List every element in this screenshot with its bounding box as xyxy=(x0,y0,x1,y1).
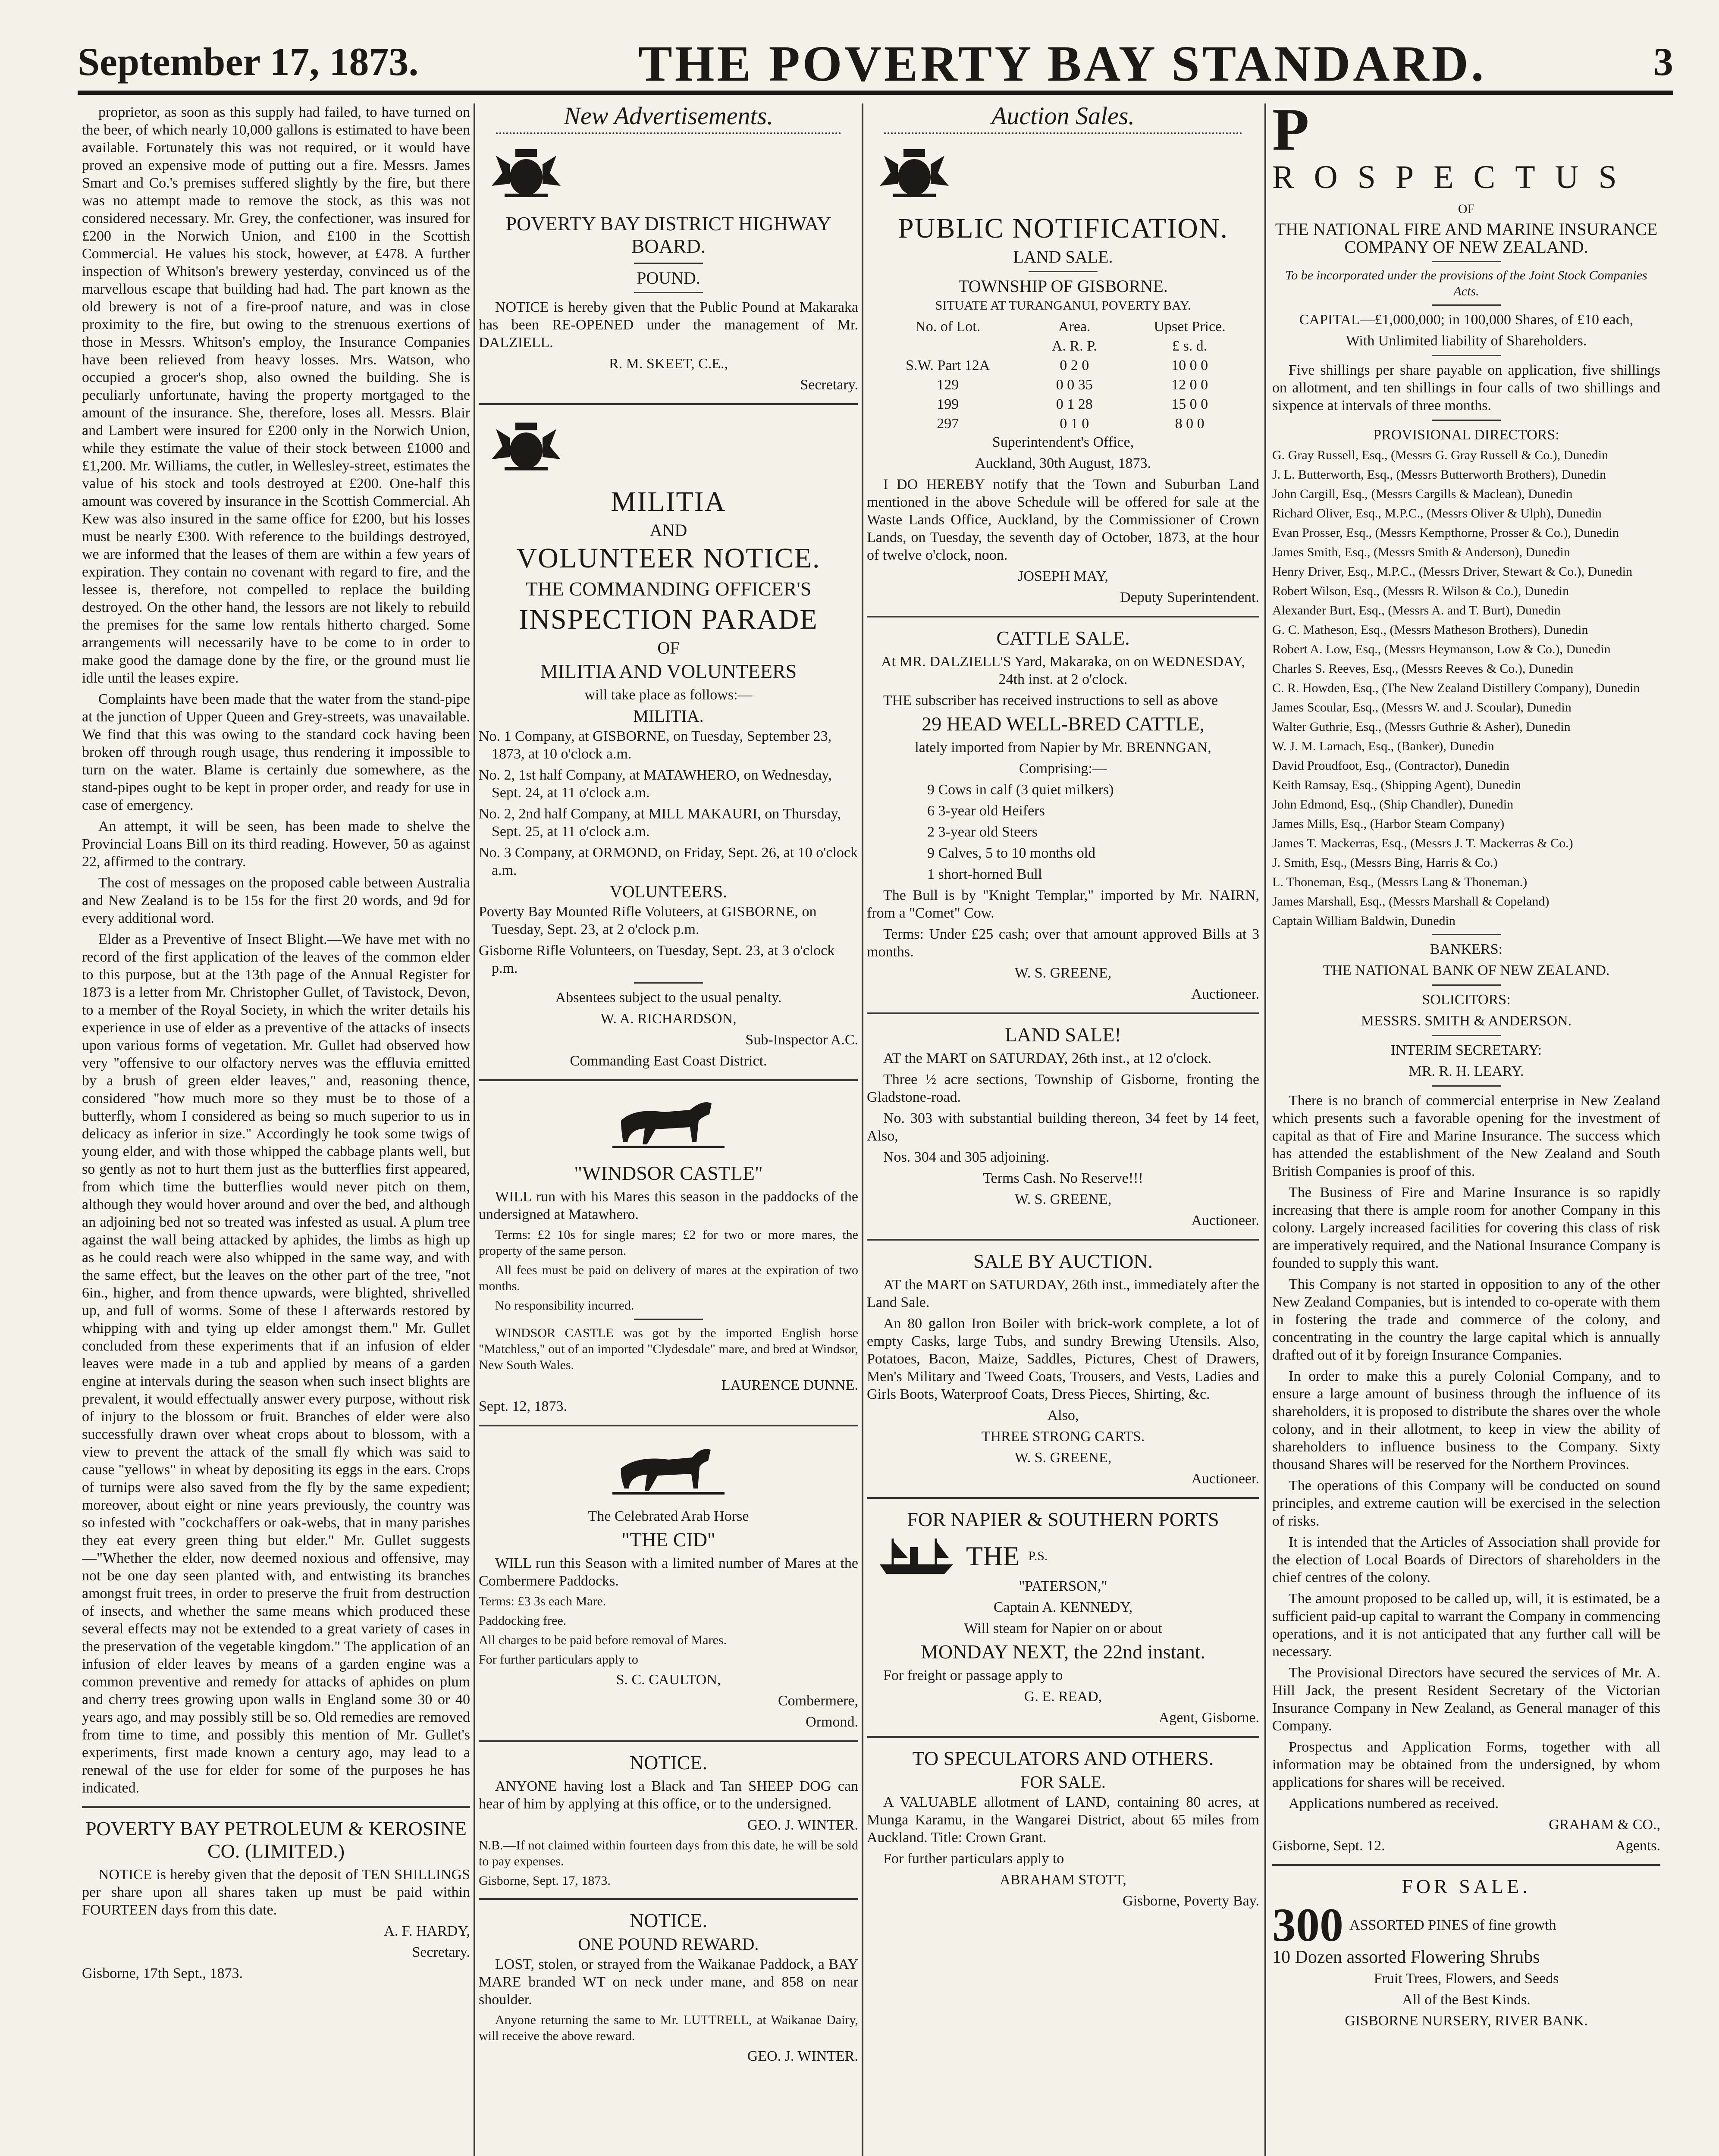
divider xyxy=(1432,355,1501,356)
table-cell: S.W. Part 12A xyxy=(906,357,990,373)
company-liability: With Unlimited liability of Shareholders. xyxy=(1346,333,1587,349)
director-entry: C. R. Howden, Esq., (The New Zealand Distillery Company), Dunedin xyxy=(1272,681,1640,695)
director-entry: Robert A. Low, Esq., (Messrs Heymanson, Low & Co.), Dunedin xyxy=(1272,642,1611,656)
news-paragraphs xyxy=(82,103,470,1797)
advert-body: NOTICE is hereby given that the deposit of TEN SHILLINGS per share upon all shares taken up must be paid within FOURTEEN days from this date. xyxy=(82,1867,470,1918)
company-incorp: To be incorporated under the provisions of the Joint Stock Companies Acts. xyxy=(1285,268,1647,298)
advert-signer: S. C. CAULTON, xyxy=(616,1672,721,1688)
bankers-heading: BANKERS: xyxy=(1430,941,1503,957)
page-number: 3 xyxy=(1653,40,1673,84)
notice-role: Deputy Superintendent. xyxy=(1120,589,1259,605)
advert-subtitle: POUND. xyxy=(637,268,700,288)
royal-crest-icon xyxy=(867,147,962,199)
divider xyxy=(479,1425,858,1426)
notice-command: Commanding East Coast District. xyxy=(570,1053,767,1069)
shipping-ps: P.S. xyxy=(1028,1548,1048,1563)
column-new-advertisements xyxy=(479,103,858,2156)
sale-role: Auctioneer. xyxy=(1191,986,1259,1002)
sale-role: Auctioneer. xyxy=(1191,1471,1259,1487)
pines-count: 300 xyxy=(1272,1899,1343,1951)
prospectus-paragraph: The Provisional Directors have secured the services of Mr. A. Hill Jack, the present Resident Secretary of the Victorian Insurance Company in New Zealand, as General manager of this Company. xyxy=(1272,1665,1660,1734)
advert-responsibility: No responsibility incurred. xyxy=(495,1298,634,1313)
forsale-title: FOR SALE. xyxy=(1402,1875,1531,1897)
prospectus-paragraph: There is no branch of commercial enterprise in New Zealand which presents such a favorable opening for the investment of capital as that of Fire and Marine Insurance. The success which has attended the establishment of the New Zealand and South British Companies is proof of this. xyxy=(1272,1093,1660,1179)
divider xyxy=(634,292,703,293)
column-rule xyxy=(862,103,863,2156)
divider xyxy=(1029,271,1098,272)
prospectus-place: Gisborne, Sept. 12. xyxy=(1272,1838,1385,1854)
notice-title-volunteer: VOLUNTEER NOTICE. xyxy=(516,542,821,574)
table-row xyxy=(867,356,1259,375)
notice-role: Sub-Inspector A.C. xyxy=(745,1032,858,1048)
sale-carts: THREE STRONG CARTS. xyxy=(981,1429,1145,1445)
divider xyxy=(479,1898,858,1900)
sale-title: SALE BY AUCTION. xyxy=(973,1250,1153,1272)
notice-township: TOWNSHIP OF GISBORNE. xyxy=(958,276,1168,296)
sale-nos: Nos. 304 and 305 adjoining. xyxy=(883,1149,1050,1165)
table-cell: 297 xyxy=(937,416,959,432)
director-entry: G. C. Matheson, Esq., (Messrs Matheson Brothers), Dunedin xyxy=(1272,623,1588,637)
col-header: Upset Price. xyxy=(1154,319,1226,335)
kinds-text: All of the Best Kinds. xyxy=(1402,1992,1531,2008)
shipping-the: THE xyxy=(966,1540,1020,1571)
royal-crest-icon xyxy=(479,420,574,472)
ship-when: MONDAY NEXT, the 22nd instant. xyxy=(920,1641,1206,1663)
prospectus-paragraph: The Business of Fire and Marine Insurance is so rapidly increasing that there is ample room for another Company in this colony. Largely increased facilities for covering this class of risk are imperatively required, and the National Insurance Company is founded to supply this want. xyxy=(1272,1185,1660,1271)
reward-notice xyxy=(479,1909,858,2065)
advert-body: A VALUABLE allotment of LAND, containing 80 acres, at Munga Karamu, in the Wangarei District, about 65 miles from Auckland. Title: Crown Grant. xyxy=(867,1794,1259,1846)
director-entry: James Marshall, Esq., (Messrs Marshall & Copeland) xyxy=(1272,894,1550,909)
column-auction-sales xyxy=(867,103,1259,2156)
director-entry: Alexander Burt, Esq., (Messrs A. and T. Burt), Dunedin xyxy=(1272,603,1561,617)
table-cell: 10 0 0 xyxy=(1171,357,1208,373)
prospectus-paragraph: This Company is not started in opposition to any of the other New Zealand Companies, but is intended to co-operate with them in fostering the trade and commerce of the colony, and concentrating in the country the large capital which is annually drafted out of it by foreign Insurance Companies. xyxy=(1272,1276,1660,1363)
table-cell: 129 xyxy=(937,377,959,393)
prospectus-dropcap: P xyxy=(1272,106,1309,163)
sale-terms: Terms Cash. No Reserve!!! xyxy=(983,1170,1143,1186)
notice-and: AND xyxy=(649,520,687,540)
director-entry: W. J. M. Larnach, Esq., (Banker), Dunedin xyxy=(1272,739,1494,753)
column-rule xyxy=(1264,103,1266,2156)
advert-signer: R. M. SKEET, C.E., xyxy=(609,356,728,372)
divider xyxy=(867,616,1259,617)
land-sale xyxy=(867,1024,1259,1229)
company-name: THE NATIONAL FIRE AND MARINE INSURANCE COMPANY OF NEW ZEALAND. xyxy=(1275,219,1658,257)
list-item: No. 1 Company, at GISBORNE, on Tuesday, September 23, 1873, at 10 o'clock a.m. xyxy=(479,728,832,762)
director-entry: Charles S. Reeves, Esq., (Messrs Reeves & Co.), Dunedin xyxy=(1272,661,1574,676)
notice-officer: THE COMMANDING OFFICER'S xyxy=(525,578,812,600)
notice-body: I DO HEREBY notify that the Town and Suburban Land mentioned in the above Schedule will be offered for sale at the Waste Lands Office, Auckland, by the Commissioner of Crown Lands, on Tuesday, the seventh day of October, 1873, at the hour of twelve o'clock, noon. xyxy=(867,476,1259,563)
horse-icon xyxy=(604,1091,733,1155)
table-row xyxy=(867,395,1259,414)
notice-parade: INSPECTION PARADE xyxy=(519,604,818,635)
director-entry: Captain William Baldwin, Dunedin xyxy=(1272,914,1456,928)
divider xyxy=(867,1012,1259,1014)
ship-freight: For freight or passage apply to xyxy=(883,1667,1063,1683)
director-entry: J. Smith, Esq., (Messrs Bing, Harris & Co.) xyxy=(1272,856,1498,870)
prospectus-signer: GRAHAM & CO., xyxy=(1549,1817,1660,1833)
cattle-list xyxy=(867,781,1259,883)
list-item: No. 2, 2nd half Company, at MILL MAKAURI, on Thursday, Sept. 25, at 11 o'clock a.m. xyxy=(479,806,841,840)
unit-cell: A. R. P. xyxy=(1051,338,1097,354)
divider xyxy=(867,1736,1259,1738)
advert-pedigree: WINDSOR CASTLE was got by the imported English horse "Matchless," out of an imported "Clydesdale" mare, and bred at Windsor, New South Wales. xyxy=(479,1326,858,1372)
notice-militia-label: MILITIA. xyxy=(633,706,704,726)
table-cell: 0 1 0 xyxy=(1060,416,1089,432)
sale-location: At MR. DALZIELL'S Yard, Makaraka, on on WEDNESDAY, 24th inst. at 2 o'clock. xyxy=(881,654,1245,687)
unit-cell xyxy=(867,336,1029,356)
shipping-title: FOR NAPIER & SOUTHERN PORTS xyxy=(907,1508,1219,1530)
news-paragraph: An attempt, it will be seen, has been made to shelve the Provincial Loans Bill on its third reading. However, 50 as against 22, affirmed to the contrary. xyxy=(82,818,470,870)
divider xyxy=(82,1806,470,1808)
sale-body: AT the MART on SATURDAY, 26th inst., at 12 o'clock. xyxy=(883,1050,1212,1066)
prospectus-paragraph: The amount proposed to be called up, will, it is estimated, be a sufficient paid-up capital to warrant the Company in commencing operations, and it is not anticipated that any further call will be necessary. xyxy=(1272,1591,1660,1660)
notice-nb: N.B.—If not claimed within fourteen days from this date, he will be sold to pay expenses. xyxy=(479,1838,858,1868)
advert-subtitle: FOR SALE. xyxy=(1020,1772,1106,1792)
advert-place: Combermere, xyxy=(778,1693,858,1709)
advert-place: Ormond. xyxy=(806,1714,858,1730)
steamship-icon xyxy=(875,1534,957,1577)
sale-body: AT the MART on SATURDAY, 26th inst., immediately after the Land Sale. xyxy=(867,1277,1259,1310)
militia-list xyxy=(479,727,858,879)
highway-board-advert xyxy=(479,213,858,394)
divider xyxy=(867,1497,1259,1499)
advert-signer: LAURENCE DUNNE. xyxy=(721,1377,858,1393)
list-item: No. 2, 1st half Company, at MATAWHERO, on Wednesday, Sept. 24, at 11 o'clock a.m. xyxy=(479,767,832,801)
notice-subtitle: ONE POUND REWARD. xyxy=(578,1934,759,1954)
director-entry: Walter Guthrie, Esq., (Messrs Guthrie & Asher), Dunedin xyxy=(1272,720,1571,734)
column-prospectus xyxy=(1272,103,1660,2156)
ship-signer: G. E. READ, xyxy=(1024,1689,1102,1705)
advert-role: Secretary. xyxy=(412,1944,470,1960)
sale-signer: W. S. GREENE, xyxy=(1014,1191,1112,1207)
sale-terms: Terms: Under £25 cash; over that amount approved Bills at 3 months. xyxy=(867,926,1259,960)
unit-cell: £ s. d. xyxy=(1172,338,1208,354)
list-item: Gisborne Rifle Volunteers, on Tuesday, Sept. 23, at 3 o'clock p.m. xyxy=(479,943,835,976)
notice-date: Gisborne, Sept. 17, 1873. xyxy=(479,1874,611,1888)
ship-captain: Captain A. KENNEDY, xyxy=(993,1599,1133,1615)
masthead xyxy=(78,26,1673,95)
windsor-castle-advert xyxy=(479,1162,858,1415)
divider xyxy=(1432,984,1501,986)
napier-shipping xyxy=(867,1508,1259,1727)
advert-role: Gisborne, Poverty Bay. xyxy=(1123,1893,1259,1909)
divider xyxy=(1432,1035,1501,1036)
sale-title: CATTLE SALE. xyxy=(996,627,1130,649)
sale-three: Three ½ acre sections, Township of Gisborne, fronting the Gladstone-road. xyxy=(867,1072,1259,1105)
notice-follows: will take place as follows:— xyxy=(584,687,753,703)
divider xyxy=(634,1319,703,1320)
prospectus-title: ROSPECTUS xyxy=(1272,159,1637,195)
director-entry: Richard Oliver, Esq., M.P.C., (Messrs Oliver & Ulph), Dunedin xyxy=(1272,506,1602,520)
notice-office-date: Auckland, 30th August, 1873. xyxy=(975,455,1151,471)
speculators-advert xyxy=(867,1747,1259,1910)
divider xyxy=(634,982,703,984)
divider xyxy=(867,1239,1259,1241)
notice-absentees: Absentees subject to the usual penalty. xyxy=(555,990,782,1006)
nursery-name: GISBORNE NURSERY, RIVER BANK. xyxy=(1345,2013,1588,2029)
shrubs-text: 10 Dozen assorted Flowering Shrubs xyxy=(1272,1947,1540,1967)
royal-crest-icon xyxy=(479,147,574,199)
notice-title: NOTICE. xyxy=(629,1909,708,1931)
advert-title: "WINDSOR CASTLE" xyxy=(574,1162,763,1184)
advert-date: Sept. 12, 1873. xyxy=(479,1398,567,1414)
sale-import: lately imported from Napier by Mr. BRENNGAN, xyxy=(915,740,1211,755)
divider xyxy=(1432,1085,1501,1087)
company-payment: Five shillings per share payable on application, five shillings on allotment, and ten shillings in four calls of two shillings and sixpence at intervals of three months. xyxy=(1272,362,1660,414)
table-cell: 0 2 0 xyxy=(1060,357,1089,373)
list-item: No. 3 Company, at ORMOND, on Friday, Sept. 26, at 10 o'clock a.m. xyxy=(479,845,858,878)
column-news xyxy=(82,103,470,2156)
advert-pretitle: The Celebrated Arab Horse xyxy=(588,1508,749,1524)
table-cell: 15 0 0 xyxy=(1171,396,1208,412)
notice-signer: GEO. J. WINTER. xyxy=(747,1817,858,1833)
column-rule xyxy=(474,103,475,2156)
advert-title: TO SPECULATORS AND OTHERS. xyxy=(912,1747,1214,1769)
militia-notice xyxy=(479,487,858,1070)
list-item: 1 short-horned Bull xyxy=(927,866,1042,882)
petroleum-advert xyxy=(82,1818,470,1982)
sale-signer: W. S. GREENE, xyxy=(1014,965,1112,981)
director-entry: L. Thoneman, Esq., (Messrs Lang & Thoneman.) xyxy=(1272,875,1528,889)
director-entry: John Cargill, Esq., (Messrs Cargills & Maclean), Dunedin xyxy=(1272,487,1573,501)
the-cid-advert xyxy=(479,1507,858,1731)
prospectus-paragraph: Prospectus and Application Forms, together with all information may be obtained from the undersigned, by whom applications for shares will be received. xyxy=(1272,1739,1660,1790)
divider xyxy=(1432,261,1501,262)
notice-title-militia: MILITIA xyxy=(611,486,726,517)
list-item: Poverty Bay Mounted Rifle Voluteers, at GISBORNE, on Tuesday, Sept. 23, at 2 o'clock p.m. xyxy=(479,904,817,937)
issue-date: September 17, 1873. xyxy=(78,40,419,84)
director-entry: James Scoular, Esq., (Messrs W. and J. Scoular), Dunedin xyxy=(1272,700,1572,714)
notice-signer: W. A. RICHARDSON, xyxy=(600,1011,737,1027)
director-entry: Keith Ramsay, Esq., (Shipping Agent), Dunedin xyxy=(1272,778,1521,792)
sale-title: LAND SALE! xyxy=(1005,1024,1121,1046)
sale-head: 29 HEAD WELL-BRED CATTLE, xyxy=(922,713,1205,735)
col-header: No. of Lot. xyxy=(915,319,981,335)
newspaper-title: THE POVERTY BAY STANDARD. xyxy=(638,35,1487,92)
ship-steam: Will steam for Napier on or about xyxy=(964,1620,1162,1636)
director-entry: James Smith, Esq., (Messrs Smith & Anderson), Dunedin xyxy=(1272,545,1570,559)
list-item: 2 3-year old Steers xyxy=(927,824,1038,840)
notice-volunteers-label: VOLUNTEERS. xyxy=(609,882,728,901)
notice-title: NOTICE. xyxy=(629,1752,708,1774)
director-entry: Henry Driver, Esq., M.P.C., (Messrs Driver, Stewart & Co.), Dunedin xyxy=(1272,564,1632,579)
divider xyxy=(1432,304,1501,306)
list-item: 6 3-year old Heifers xyxy=(927,803,1045,819)
advert-paddock: Paddocking free. xyxy=(479,1614,567,1628)
ship-role: Agent, Gisborne. xyxy=(1158,1710,1259,1726)
director-entry: David Proudfoot, Esq., (Contractor), Dunedin xyxy=(1272,758,1509,773)
sale-bull: The Bull is by "Knight Templar," imported by Mr. NAIRN, from a "Comet" Cow. xyxy=(867,887,1259,921)
advert-terms: Terms: £2 10s for single mares; £2 for two or more mares, the property of the same person. xyxy=(479,1228,858,1258)
arab-horse-icon xyxy=(604,1436,733,1501)
list-item: 9 Cows in calf (3 quiet milkers) xyxy=(927,782,1114,798)
director-entry: Evan Prosser, Esq., (Messrs Kempthorne, Prosser & Co.), Dunedin xyxy=(1272,526,1619,540)
notice-situate: SITUATE AT TURANGANUI, POVERTY BAY. xyxy=(935,298,1191,313)
divider xyxy=(1272,1864,1660,1866)
table-cell: 8 0 0 xyxy=(1175,416,1205,432)
advert-signer: ABRAHAM STOTT, xyxy=(1000,1872,1126,1888)
advert-further: For further particulars apply to xyxy=(883,1851,1064,1867)
notice-office: Superintendent's Office, xyxy=(992,434,1134,450)
divider xyxy=(634,263,703,264)
prospectus-paragraph: The operations of this Company will be conducted on sound principles, and extreme caution will be exercised in the selection of risks. xyxy=(1272,1478,1660,1529)
advert-fees: All fees must be paid on delivery of mares at the expiration of two months. xyxy=(479,1263,858,1293)
director-entry: G. Gray Russell, Esq., (Messrs G. Gray Russell & Co.), Dunedin xyxy=(1272,448,1609,462)
table-header xyxy=(867,317,1259,336)
notice-body: ANYONE having lost a Black and Tan SHEEP DOG can hear of him by applying at this office, or to the undersigned. xyxy=(479,1778,858,1812)
advert-title: "THE CID" xyxy=(621,1529,715,1551)
sale-signer: W. S. GREENE, xyxy=(1014,1450,1112,1466)
advert-date: Gisborne, 17th Sept., 1873. xyxy=(82,1965,243,1981)
notice-return: Anyone returning the same to Mr. LUTTRELL, at Waikanae Dairy, will receive the above reward. xyxy=(479,2013,858,2043)
news-paragraph: Complaints have been made that the water from the stand-pipe at the junction of Upper Queen and Grey-streets, was unavailable. We find that this was owing to the standard cock having been broken off through rough usage, thus rendering it impossible to turn on the water. Blame is certainly due somewhere, as the stand-pipes ought to be kept in proper order, and ready for use in case of emergency. xyxy=(82,691,470,813)
director-entry: Robert Wilson, Esq., (Messrs R. Wilson & Co.), Dunedin xyxy=(1272,584,1569,598)
prospectus-paragraphs xyxy=(1272,1092,1660,1812)
news-paragraph: Elder as a Preventive of Insect Blight.—We have met with no record of the first application of the leaves of the common elder to this purpose, but at the 13th page of the Annual Register for 1873 is a letter from Mr. Christopher Gullet, of Tavistock, Devon, to a member of the Royal Society, in which the writer details his experience in use of elder as a preventive of the attacks of insects upon various forms of vegetation. Mr. Gullet had observed how very "offensive to our olfactory nerves was the effluvia emitted by a brush of green elder leaves," and, reasoning thence, considered "how much more so they must be to those of a butterfly, whom I considered as being so much superior to us in delicacy as inferior in size." Accordingly he took some twigs of young elder, and with those whipped the cabbage plants well, but so gently as not to hurt them just as the butterflies first appeared, from which time the butterflies would never pitch on them, although they would hover around and over the bed, and although an adjoining bed not so treated was infested as usual. A plum tree against the wall being attacked by aphides, the limbs as high up as he could reach were also whipped in the same way, and with the same effect, but the leaves on the other part of the tree, "not 6in., higher, and from thence upwards, were blighted, shrivelled up, and full of worms. Some of these I afterwards restored by whipping with and tying up elder amongst them." Mr. Gullet concluded from these experiments that if an infusion of elder leaves were made in a tub and applied by means of a garden engine at intervals during the season when such insect blights are prevalent, it would effectually answer every purpose, without risk of injury to the blossom or fruit. Branches of elder were also successfully drawn over wheat crops about to blossom, with a view to prevent the attack of the small fly which was said to cause "yellows" in wheat by depositing its eggs in the ears. Crops of turnips were also saved from the fly by the same expedient; moreover, about eight or nine years previously, the country was so infested with "cockchaffers or oak-webs, that in many parishes they eat every green thing but elder." Mr. Gullet suggests—"Whether the elder, now deemed noxious and offensive, may not be one day seen planted with, and entwisting its branches amongst fruit trees, in order to preserve the fruit from destruction of insects, and whether the same means which produced these several effects may not be extended to a great variety of cases in the preservation of the vegetable kingdom." The application of an infusion of elder leaves by means of a garden engine was a common preventive and remedy for attacks of aphides on plum and cherry trees growing upon walls in England some 30 or 40 years ago, and may possibly still be so. Old remedies are removed from time to time, and possibly this mention of Mr. Gullet's experiments, first made known a century ago, may lead to a renewal of the use for elder for some of the purposes he has indicated. xyxy=(82,931,470,1796)
sale-role: Auctioneer. xyxy=(1191,1213,1259,1228)
company-capital: CAPITAL—£1,000,000; in 100,000 Shares, of £10 each, xyxy=(1299,312,1634,328)
advert-further: For further particulars apply to xyxy=(479,1652,638,1667)
advert-title: POVERTY BAY PETROLEUM & KEROSINE CO. (LIMITED.) xyxy=(85,1818,467,1862)
section-heading: Auction Sales. xyxy=(991,103,1135,130)
divider xyxy=(479,403,858,405)
sale-body: THE subscriber has received instructions to sell as above xyxy=(883,693,1218,708)
directors-heading: PROVISIONAL DIRECTORS: xyxy=(1373,427,1559,443)
directors-list xyxy=(1272,447,1660,929)
fruit-text: Fruit Trees, Flowers, and Seeds xyxy=(1374,1971,1559,1987)
pines-text: ASSORTED PINES of fine growth xyxy=(1349,1917,1556,1933)
table-row xyxy=(867,375,1259,395)
news-paragraph: proprietor, as soon as this supply had failed, to have turned on the beer, of which nearly 10,000 gallons is estimated to have been available. Fortunately this was not required, or it would have proved an expensive mode of putting out a fire. Messrs. James Smart and Co.'s premises suffered slightly by the fire, but there was no attempt made to remove the stock, as this was not considered necessary. Mr. Grey, the confectioner, was insured for £200 in the Norwich Union, and £100 in the Scottish Commercial. He values his stock, however, at £478. A further inspection of Whitson's brewery yesterday, convinced us of the marvellous escape that building had had. The part known as the old brewery is not of a fire-proof nature, and was in close proximity to the fire, but owing to the strenuous exertions of those in Messrs. Whitson's employ, the Insurance Companies have been relieved from heavy losses. Mrs. Watson, who occupied a grocer's shop, also owned the building. She is peculiarly unfortunate, having the property mortgaged to the amount of the insurance. She, therefore, loses all. Messrs. Blair and Lambert were insured for £200 only in the Norwich Union, while they estimate the value of their stock between £1000 and £1,200. Mr. Williams, the cutler, in Wellesley-street, estimates the value of his stock and tools destroyed at £200. One-half this amount was covered by insurance in the Scottish Commercial. Ah Kew was also insured in the same office for £200, but his losses must be nearly £300. With reference to the buildings destroyed, we are informed that the leases of them are within a few years of expiration. They contain no covenant with regard to fire, and the lessee is, therefore, not compelled to replace the building destroyed. On the other hand, the lessors are not likely to rebuild the premises for the same low rentals hitherto charged. Some arrangements will necessarily have to be come to in order to make good the damage done by the fire, or the ground must lie idle until the leases expire. xyxy=(82,104,470,686)
col-header: Area. xyxy=(1058,319,1091,335)
divider xyxy=(1432,420,1501,421)
list-item: 9 Calves, 5 to 10 months old xyxy=(927,845,1096,861)
sheep-dog-notice xyxy=(479,1752,858,1889)
prospectus-paragraph: It is intended that the Articles of Association shall provide for the election of Local Boards of Directors of shareholders in the chief centres of the colony. xyxy=(1272,1534,1660,1586)
divider xyxy=(479,1079,858,1081)
advert-title: POVERTY BAY DISTRICT HIGHWAY BOARD. xyxy=(505,213,831,257)
table-row xyxy=(867,414,1259,433)
notice-signer: GEO. J. WINTER. xyxy=(747,2048,858,2064)
director-entry: James T. Mackerras, Esq., (Messrs J. T. Mackerras & Co.) xyxy=(1272,836,1573,850)
sale-items: An 80 gallon Iron Boiler with brick-work complete, a lot of empty Casks, large Tubs, and sundry Brewing Utensils. Also, Potatoes, Bacon, Maize, Saddles, Pictures, Chest of Drawers, Men's Military and Tweed Coats, Trousers, and Vests, Ladies and Girls Boots, Waterproof Coats, Dress Pieces, Shirting, &c. xyxy=(867,1316,1259,1402)
public-notification xyxy=(867,213,1259,606)
advert-charges: All charges to be paid before removal of Mares. xyxy=(479,1633,727,1647)
news-paragraph: The cost of messages on the proposed cable between Australia and New Zealand is to be 15s for the first 20 words, and 9d for every additional word. xyxy=(82,875,470,926)
director-entry: John Edmond, Esq., (Ship Chandler), Dunedin xyxy=(1272,797,1514,812)
notice-body: LOST, stolen, or strayed from the Waikanae Paddock, a BAY MARE branded WT on neck under mane, and 858 on near shoulder. xyxy=(479,1956,858,2008)
divider xyxy=(1432,934,1501,935)
prospectus-paragraph: In order to make this a purely Colonial Company, and to ensure a large amount of business through the influence of its shareholders, it is proposed to distribute the shares over the whole colony, and in their allotment, to keep in view the ability of shareholders to influence business to the Company. Sixty thousand Shares will be reserved for the Northern Provinces. xyxy=(1272,1368,1660,1473)
table-units xyxy=(867,336,1259,356)
table-cell: 12 0 0 xyxy=(1171,377,1208,393)
notice-subtitle: LAND SALE. xyxy=(1013,247,1113,266)
secretary-heading: INTERIM SECRETARY: xyxy=(1390,1042,1542,1058)
advert-body: WILL run with his Mares this season in the paddocks of the undersigned at Matawhero. xyxy=(479,1189,858,1222)
advert-role: Secretary. xyxy=(800,377,858,393)
prospectus-of: OF xyxy=(1458,202,1475,216)
table-cell: 0 0 35 xyxy=(1056,377,1093,393)
sale-no303: No. 303 with substantial building thereon, 34 feet by 14 feet, Also, xyxy=(867,1110,1259,1144)
advert-body: WILL run this Season with a limited number of Mares at the Combermere Paddocks. xyxy=(479,1555,858,1589)
sale-by-auction xyxy=(867,1250,1259,1488)
advert-signer: A. F. HARDY, xyxy=(384,1923,470,1939)
lots-table xyxy=(867,317,1259,433)
divider xyxy=(479,1740,858,1742)
notice-title: PUBLIC NOTIFICATION. xyxy=(898,213,1228,244)
secretary-name: MR. R. H. LEARY. xyxy=(1408,1063,1524,1079)
director-entry: J. L. Butterworth, Esq., (Messrs Butterworth Brothers), Dunedin xyxy=(1272,467,1606,482)
prospectus-role: Agents. xyxy=(1615,1838,1660,1854)
notice-signer: JOSEPH MAY, xyxy=(1018,568,1108,584)
table-cell: 199 xyxy=(937,396,959,412)
sale-comprising: Comprising:— xyxy=(1019,761,1107,777)
ship-name: "PATERSON," xyxy=(1019,1578,1107,1594)
prospectus-paragraph: Applications numbered as received. xyxy=(1289,1796,1499,1811)
solicitors-name: MESSRS. SMITH & ANDERSON. xyxy=(1361,1013,1572,1029)
table-cell: 0 1 28 xyxy=(1056,396,1093,412)
section-heading: New Advertisements. xyxy=(564,103,773,130)
solicitors-heading: SOLICITORS: xyxy=(1422,992,1511,1008)
cattle-sale xyxy=(867,627,1259,1003)
notice-militia-volunteers: MILITIA AND VOLUNTEERS xyxy=(540,660,797,682)
sale-also: Also, xyxy=(1047,1407,1079,1423)
advert-terms: Terms: £3 3s each Mare. xyxy=(479,1594,606,1608)
bankers-name: THE NATIONAL BANK OF NEW ZEALAND. xyxy=(1323,962,1610,978)
volunteer-list xyxy=(479,903,858,977)
director-entry: James Mills, Esq., (Harbor Steam Company) xyxy=(1272,817,1505,831)
advert-body: NOTICE is hereby given that the Public Pound at Makaraka has been RE-OPENED under the management of Mr. DALZIELL. xyxy=(479,299,858,351)
notice-of: OF xyxy=(657,638,680,658)
